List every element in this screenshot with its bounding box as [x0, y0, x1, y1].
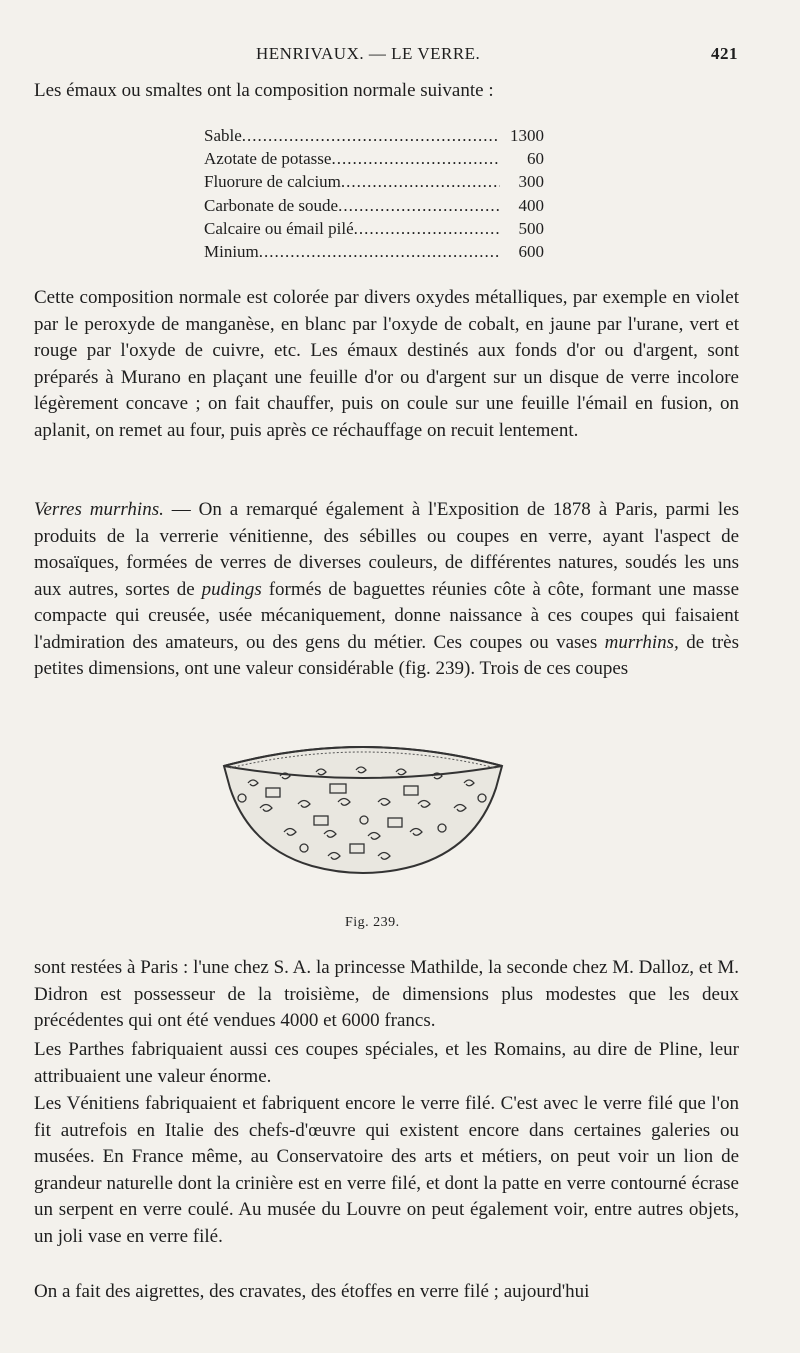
ingredient-name: Sable	[204, 126, 242, 145]
ingredient-name: Carbonate de soude	[204, 195, 339, 215]
paragraph-colors: Cette composition normale est colorée par divers oxydes métalliques, par exemple en violet par le peroxyde de manganèse, en blanc par l'oxyde de cobalt, en jaune par l'urane, vert et rouge par l'oxyde de cuivre, etc. Les émaux destinés aux fonds d'or ou d'argent, sont préparés à Murano en plaçant une feuille d'or ou d'argent sur un disque de verre incolore légèrement concave ; on fait chauffer, puis on coule sur une feuille l'émail en fusion, on aplanit, on remet au four, puis après ce réchauffage on recuit lentement.	[34, 287, 739, 441]
ingredient-name: Azotate de potasse	[204, 149, 332, 169]
composition-table	[204, 124, 544, 263]
murrhins-word: murrhins,	[604, 631, 679, 653]
murrhins-text-3: de très petites dimensions, ont une valeur considérable (fig. 239). Trois de ces coupes	[34, 631, 739, 679]
murrhine-bowl-illustration	[218, 728, 508, 878]
composition-row	[204, 124, 544, 147]
ingredient-name: Fluorure de calcium	[204, 172, 341, 192]
murrhins-text-2: formés de baguettes réunies côte à côte, formant une masse compacte qui creusée, usée mécaniquement, donne naissance à ces coupes qui faisaient l'admiration des amateurs, ou des gens du métier. Ces coupes ou vases	[34, 578, 740, 653]
paragraph-last: On a fait des aigrettes, des cravates, des étoffes en verre filé ; aujourd'hui	[34, 1281, 590, 1302]
ingredient-value: 1300	[510, 126, 544, 145]
paragraph-venitiens: Les Vénitiens fabriquaient et fabriquent encore le verre filé. C'est avec le verre filé que l'on fit autrefois en Italie des chefs-d'œuvre qui existent encore dans certaines galeries ou musées. En France même, au Conservatoire des arts et métiers, on peut voir un lion de grandeur naturelle dont la crinière est en verre filé, et dont la patte en verre contourné écrase un serpent en verre coulé. Au musée du Louvre on peut également voir, entre autres objets, un joli vase en verre filé.	[34, 1093, 739, 1247]
section-heading: Verres murrhins.	[34, 499, 164, 520]
ingredient-value: 500	[518, 218, 544, 238]
composition-row	[204, 147, 544, 170]
ingredient-value: 60	[527, 149, 544, 169]
paragraph-parthes: Les Parthes fabriquaient aussi ces coupes spéciales, et les Romains, au dire de Pline, leur attribuaient une valeur énorme.	[34, 1039, 739, 1087]
running-title: HENRIVAUX. — LE VERRE.	[256, 44, 481, 63]
murrhins-text-1: — On a remarqué également à l'Exposition de 1878 à Paris, parmi les produits de la verrerie vénitienne, des sébilles ou coupes en verre, ayant l'aspect de mosaïques, formées de verres de diverses couleurs, de différentes natures, soudés les uns aux autres, sortes de	[34, 499, 740, 600]
figure-caption: Fig. 239.	[345, 915, 400, 930]
running-header	[0, 44, 800, 68]
ingredient-value: 300	[518, 172, 544, 192]
ingredient-value: 400	[518, 195, 544, 215]
paragraph-murrhins	[34, 497, 739, 683]
ingredient-name: Calcaire ou émail pilé	[204, 218, 354, 238]
composition-row	[204, 240, 544, 263]
composition-row	[204, 194, 544, 217]
ingredient-value: 600	[518, 242, 544, 262]
pudings-word: pudings	[201, 578, 262, 600]
composition-row	[204, 217, 544, 240]
intro-line: Les émaux ou smaltes ont la composition normale suivante :	[34, 80, 494, 101]
composition-row	[204, 170, 544, 193]
ingredient-name: Minium	[204, 242, 259, 262]
page-number: 421	[711, 44, 738, 63]
paragraph-after-figure: sont restées à Paris : l'une chez S. A. la princesse Mathilde, la seconde chez M. Dalloz, et M. Didron est possesseur de la troisième, de dimensions plus modestes que les deux précédentes qui ont été vendues 4000 et 6000 francs.	[34, 957, 739, 1031]
